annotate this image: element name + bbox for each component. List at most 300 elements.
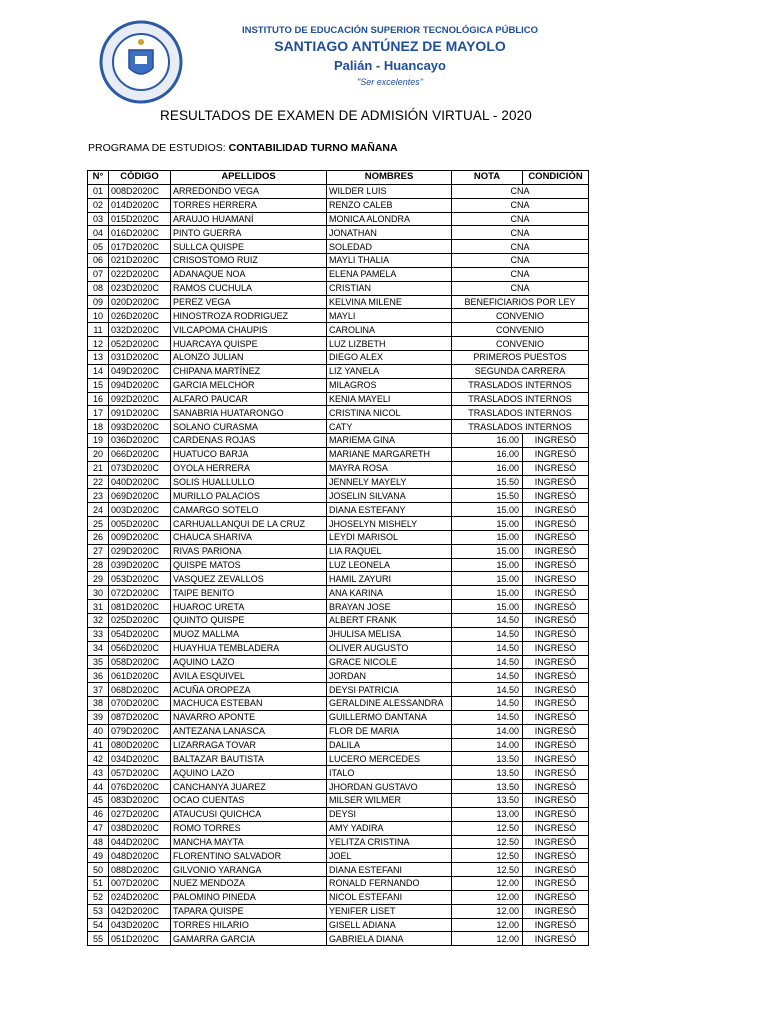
row-number: 10	[88, 309, 109, 323]
row-code: 056D2020C	[109, 641, 171, 655]
row-number: 51	[88, 877, 109, 891]
row-condition: INGRESÓ	[523, 724, 589, 738]
table-row	[88, 406, 589, 420]
row-names: HAMIL ZAYURI	[327, 572, 452, 586]
row-number: 32	[88, 614, 109, 628]
row-names: CRISTIAN	[327, 281, 452, 295]
row-names: RONALD FERNANDO	[327, 877, 452, 891]
row-names: CAROLINA	[327, 323, 452, 337]
row-names: DALILA	[327, 738, 452, 752]
row-code: 072D2020C	[109, 586, 171, 600]
row-number: 54	[88, 918, 109, 932]
table-row	[88, 614, 589, 628]
row-code: 020D2020C	[109, 295, 171, 309]
institute-name: SANTIAGO ANTÚNEZ DE MAYOLO	[274, 38, 506, 54]
table-row	[88, 627, 589, 641]
row-grade: 15.00	[452, 544, 523, 558]
row-grade: 16.00	[452, 461, 523, 475]
row-code: 066D2020C	[109, 447, 171, 461]
row-condition: INGRESÓ	[523, 655, 589, 669]
row-number: 06	[88, 254, 109, 268]
row-code: 005D2020C	[109, 517, 171, 531]
row-surnames: PALOMINO PINEDA	[171, 890, 327, 904]
row-grade: 14.00	[452, 738, 523, 752]
row-names: GUILLERMO DANTANA	[327, 710, 452, 724]
table-row	[88, 835, 589, 849]
row-code: 093D2020C	[109, 420, 171, 434]
row-condition: BENEFICIARIOS POR LEY	[452, 295, 589, 309]
row-condition: INGRESÓ	[523, 793, 589, 807]
row-code: 007D2020C	[109, 877, 171, 891]
row-condition: INGRESÓ	[523, 780, 589, 794]
row-number: 05	[88, 240, 109, 254]
row-number: 29	[88, 572, 109, 586]
row-surnames: NAVARRO APONTE	[171, 710, 327, 724]
row-code: 092D2020C	[109, 392, 171, 406]
row-condition: TRASLADOS INTERNOS	[452, 392, 589, 406]
row-surnames: HUARCAYA QUISPE	[171, 337, 327, 351]
row-grade: 14.50	[452, 669, 523, 683]
col-header-number: N°	[88, 171, 109, 185]
row-grade: 13.50	[452, 793, 523, 807]
row-condition: INGRESÓ	[523, 752, 589, 766]
row-condition: INGRESÓ	[523, 683, 589, 697]
row-names: MILAGROS	[327, 378, 452, 392]
row-code: 026D2020C	[109, 309, 171, 323]
row-surnames: ARREDONDO VEGA	[171, 184, 327, 198]
row-surnames: ALFARO PAUCAR	[171, 392, 327, 406]
program-label: PROGRAMA DE ESTUDIOS:	[88, 142, 226, 154]
row-names: LUZ LIZBETH	[327, 337, 452, 351]
col-header-condition: CONDICIÓN	[523, 171, 589, 185]
table-row	[88, 254, 589, 268]
row-names: WILDER LUIS	[327, 184, 452, 198]
table-row	[88, 323, 589, 337]
row-condition: INGRESÓ	[523, 697, 589, 711]
row-surnames: VILCAPOMA CHAUPIS	[171, 323, 327, 337]
row-surnames: PINTO GUERRA	[171, 226, 327, 240]
col-header-surnames: APELLIDOS	[171, 171, 327, 185]
row-number: 08	[88, 281, 109, 295]
table-row	[88, 655, 589, 669]
row-names: GRACE NICOLE	[327, 655, 452, 669]
row-surnames: ANTEZANA LANASCA	[171, 724, 327, 738]
row-surnames: FLORENTINO SALVADOR	[171, 849, 327, 863]
row-code: 043D2020C	[109, 918, 171, 932]
table-header-row	[88, 171, 589, 185]
row-number: 46	[88, 807, 109, 821]
row-code: 024D2020C	[109, 890, 171, 904]
table-row	[88, 641, 589, 655]
col-header-code: CÓDIGO	[109, 171, 171, 185]
row-code: 021D2020C	[109, 254, 171, 268]
row-number: 52	[88, 890, 109, 904]
row-code: 003D2020C	[109, 503, 171, 517]
row-surnames: ALONZO JULIAN	[171, 350, 327, 364]
table-row	[88, 309, 589, 323]
row-grade: 12.50	[452, 821, 523, 835]
row-number: 09	[88, 295, 109, 309]
row-condition: INGRESÓ	[523, 669, 589, 683]
row-number: 14	[88, 364, 109, 378]
row-condition: CNA	[452, 254, 589, 268]
row-number: 11	[88, 323, 109, 337]
row-code: 027D2020C	[109, 807, 171, 821]
table-row	[88, 710, 589, 724]
row-grade: 12.50	[452, 835, 523, 849]
row-number: 48	[88, 835, 109, 849]
row-grade: 14.50	[452, 627, 523, 641]
row-condition: TRASLADOS INTERNOS	[452, 378, 589, 392]
table-row	[88, 572, 589, 586]
institute-type: INSTITUTO DE EDUCACIÓN SUPERIOR TECNOLÓGICA PÚBLICO	[241, 25, 539, 36]
table-row	[88, 544, 589, 558]
row-condition: CONVENIO	[452, 323, 589, 337]
row-surnames: MANCHA MAYTA	[171, 835, 327, 849]
row-names: DIANA ESTEFANI	[327, 863, 452, 877]
row-condition: INGRESÓ	[523, 641, 589, 655]
row-grade: 15.00	[452, 558, 523, 572]
row-condition: INGRESO	[523, 572, 589, 586]
row-code: 068D2020C	[109, 683, 171, 697]
row-condition: INGRESÓ	[523, 890, 589, 904]
table-row	[88, 350, 589, 364]
table-row	[88, 475, 589, 489]
table-row	[88, 918, 589, 932]
row-number: 19	[88, 434, 109, 448]
table-row	[88, 863, 589, 877]
row-number: 02	[88, 198, 109, 212]
table-row	[88, 226, 589, 240]
row-condition: TRASLADOS INTERNOS	[452, 420, 589, 434]
table-row	[88, 849, 589, 863]
row-grade: 14.50	[452, 710, 523, 724]
row-grade: 12.00	[452, 918, 523, 932]
page-title: RESULTADOS DE EXAMEN DE ADMISIÓN VIRTUAL - 2020	[160, 108, 532, 123]
row-names: DEYSI	[327, 807, 452, 821]
row-names: AMY YADIRA	[327, 821, 452, 835]
row-surnames: LIZARRAGA TOVAR	[171, 738, 327, 752]
row-number: 43	[88, 766, 109, 780]
row-condition: INGRESÓ	[523, 932, 589, 946]
row-names: GERALDINE ALESSANDRA	[327, 697, 452, 711]
row-surnames: RAMOS CUCHULA	[171, 281, 327, 295]
row-surnames: AQUINO LAZO	[171, 655, 327, 669]
row-names: BRAYAN JOSE	[327, 600, 452, 614]
row-condition: CNA	[452, 212, 589, 226]
row-names: ELENA PAMELA	[327, 267, 452, 281]
col-header-grade: NOTA	[452, 171, 523, 185]
row-names: SOLEDAD	[327, 240, 452, 254]
row-names: JORDAN	[327, 669, 452, 683]
row-surnames: RIVAS PARIONA	[171, 544, 327, 558]
row-grade: 16.00	[452, 447, 523, 461]
row-condition: CNA	[452, 198, 589, 212]
row-names: GISELL ADIANA	[327, 918, 452, 932]
row-surnames: QUISPE MATOS	[171, 558, 327, 572]
row-surnames: AQUINO LAZO	[171, 766, 327, 780]
row-grade: 15.00	[452, 503, 523, 517]
table-row	[88, 212, 589, 226]
row-number: 26	[88, 530, 109, 544]
row-code: 094D2020C	[109, 378, 171, 392]
row-surnames: MUOZ MALLMA	[171, 627, 327, 641]
row-names: MARIEMA GINA	[327, 434, 452, 448]
program-value: CONTABILIDAD TURNO MAÑANA	[228, 142, 398, 154]
row-surnames: CHAUCA SHARIVA	[171, 530, 327, 544]
row-surnames: PEREZ VEGA	[171, 295, 327, 309]
row-code: 080D2020C	[109, 738, 171, 752]
row-condition: INGRESÓ	[523, 447, 589, 461]
row-number: 22	[88, 475, 109, 489]
row-names: FLOR DE MARIA	[327, 724, 452, 738]
row-surnames: ROMO TORRES	[171, 821, 327, 835]
row-surnames: OCAO CUENTAS	[171, 793, 327, 807]
row-surnames: ADANAQUE NOA	[171, 267, 327, 281]
row-surnames: TAIPE BENITO	[171, 586, 327, 600]
row-number: 47	[88, 821, 109, 835]
row-grade: 15.00	[452, 586, 523, 600]
table-row	[88, 281, 589, 295]
row-condition: INGRESÓ	[523, 904, 589, 918]
row-condition: CNA	[452, 267, 589, 281]
row-grade: 16.00	[452, 434, 523, 448]
row-code: 048D2020C	[109, 849, 171, 863]
row-number: 39	[88, 710, 109, 724]
row-code: 087D2020C	[109, 710, 171, 724]
table-row	[88, 724, 589, 738]
row-surnames: AVILA ESQUIVEL	[171, 669, 327, 683]
table-row	[88, 530, 589, 544]
row-code: 049D2020C	[109, 364, 171, 378]
table-row	[88, 821, 589, 835]
row-names: JENNELY MAYELY	[327, 475, 452, 489]
row-surnames: QUINTO QUISPE	[171, 614, 327, 628]
row-names: CATY	[327, 420, 452, 434]
row-surnames: MACHUCA ESTEBAN	[171, 697, 327, 711]
row-surnames: ACUÑA OROPEZA	[171, 683, 327, 697]
row-condition: INGRESÓ	[523, 586, 589, 600]
table-row	[88, 489, 589, 503]
row-code: 054D2020C	[109, 627, 171, 641]
row-names: RENZO CALEB	[327, 198, 452, 212]
row-condition: INGRESÓ	[523, 877, 589, 891]
row-code: 034D2020C	[109, 752, 171, 766]
row-code: 025D2020C	[109, 614, 171, 628]
row-surnames: VASQUEZ ZEVALLOS	[171, 572, 327, 586]
row-condition: INGRESÓ	[523, 835, 589, 849]
row-number: 44	[88, 780, 109, 794]
row-names: CRISTINA NICOL	[327, 406, 452, 420]
row-condition: INGRESÓ	[523, 766, 589, 780]
table-row	[88, 267, 589, 281]
row-grade: 13.00	[452, 807, 523, 821]
row-names: MAYLI THALIA	[327, 254, 452, 268]
row-grade: 15.00	[452, 572, 523, 586]
row-number: 03	[88, 212, 109, 226]
table-row	[88, 807, 589, 821]
table-row	[88, 517, 589, 531]
row-condition: SEGUNDA CARRERA	[452, 364, 589, 378]
row-code: 091D2020C	[109, 406, 171, 420]
row-condition: INGRESÓ	[523, 530, 589, 544]
row-code: 088D2020C	[109, 863, 171, 877]
table-row	[88, 184, 589, 198]
row-names: ALBERT FRANK	[327, 614, 452, 628]
row-names: GABRIELA DIANA	[327, 932, 452, 946]
row-number: 21	[88, 461, 109, 475]
row-names: ITALO	[327, 766, 452, 780]
row-condition: INGRESÓ	[523, 544, 589, 558]
table-row	[88, 240, 589, 254]
row-code: 014D2020C	[109, 198, 171, 212]
row-condition: INGRESÓ	[523, 849, 589, 863]
row-surnames: CAMARGO SOTELO	[171, 503, 327, 517]
table-row	[88, 890, 589, 904]
row-number: 27	[88, 544, 109, 558]
row-code: 015D2020C	[109, 212, 171, 226]
row-condition: INGRESÓ	[523, 503, 589, 517]
table-row	[88, 600, 589, 614]
row-code: 031D2020C	[109, 350, 171, 364]
row-surnames: OYOLA HERRERA	[171, 461, 327, 475]
row-names: MARIANE MARGARETH	[327, 447, 452, 461]
row-surnames: GARCIA MELCHOR	[171, 378, 327, 392]
row-code: 083D2020C	[109, 793, 171, 807]
table-row	[88, 683, 589, 697]
row-code: 009D2020C	[109, 530, 171, 544]
row-condition: CONVENIO	[452, 309, 589, 323]
row-number: 07	[88, 267, 109, 281]
row-surnames: GILVONIO YARANGA	[171, 863, 327, 877]
row-number: 04	[88, 226, 109, 240]
table-row	[88, 434, 589, 448]
table-row	[88, 337, 589, 351]
row-grade: 14.50	[452, 683, 523, 697]
row-names: DIANA ESTEFANY	[327, 503, 452, 517]
row-code: 051D2020C	[109, 932, 171, 946]
row-names: KENIA MAYELI	[327, 392, 452, 406]
row-condition: INGRESÓ	[523, 627, 589, 641]
row-code: 070D2020C	[109, 697, 171, 711]
row-code: 042D2020C	[109, 904, 171, 918]
row-grade: 15.00	[452, 530, 523, 544]
row-condition: INGRESÓ	[523, 807, 589, 821]
row-grade: 14.50	[452, 614, 523, 628]
row-number: 37	[88, 683, 109, 697]
row-number: 41	[88, 738, 109, 752]
row-code: 052D2020C	[109, 337, 171, 351]
row-grade: 15.00	[452, 517, 523, 531]
row-number: 50	[88, 863, 109, 877]
row-number: 45	[88, 793, 109, 807]
table-row	[88, 752, 589, 766]
row-condition: INGRESÓ	[523, 863, 589, 877]
table-row	[88, 295, 589, 309]
row-code: 022D2020C	[109, 267, 171, 281]
row-names: LIA RAQUEL	[327, 544, 452, 558]
table-row	[88, 586, 589, 600]
row-names: JOSELIN SILVANA	[327, 489, 452, 503]
row-grade: 14.50	[452, 655, 523, 669]
row-condition: CNA	[452, 184, 589, 198]
row-number: 15	[88, 378, 109, 392]
row-names: LUZ LEONELA	[327, 558, 452, 572]
row-condition: CNA	[452, 281, 589, 295]
row-surnames: CHIPANA MARTÍNEZ	[171, 364, 327, 378]
row-code: 040D2020C	[109, 475, 171, 489]
row-number: 16	[88, 392, 109, 406]
table-row	[88, 766, 589, 780]
row-surnames: SOLIS HUALLULLO	[171, 475, 327, 489]
row-code: 023D2020C	[109, 281, 171, 295]
row-number: 28	[88, 558, 109, 572]
row-names: DIEGO ALEX	[327, 350, 452, 364]
row-code: 016D2020C	[109, 226, 171, 240]
row-code: 081D2020C	[109, 600, 171, 614]
row-grade: 14.00	[452, 724, 523, 738]
row-condition: INGRESÓ	[523, 821, 589, 835]
row-code: 044D2020C	[109, 835, 171, 849]
row-grade: 13.50	[452, 780, 523, 794]
row-number: 18	[88, 420, 109, 434]
row-names: LIZ YANELA	[327, 364, 452, 378]
table-row	[88, 378, 589, 392]
row-surnames: CRISOSTOMO RUIZ	[171, 254, 327, 268]
row-grade: 12.00	[452, 932, 523, 946]
row-names: YENIFER LISET	[327, 904, 452, 918]
row-names: KELVINA MILENE	[327, 295, 452, 309]
institute-logo	[99, 20, 183, 104]
row-number: 31	[88, 600, 109, 614]
row-names: MILSER WILMER	[327, 793, 452, 807]
row-surnames: TAPARA QUISPE	[171, 904, 327, 918]
row-surnames: HINOSTROZA RODRIGUEZ	[171, 309, 327, 323]
row-code: 039D2020C	[109, 558, 171, 572]
row-names: MONICA ALONDRA	[327, 212, 452, 226]
row-condition: INGRESÓ	[523, 475, 589, 489]
row-condition: INGRESÓ	[523, 918, 589, 932]
row-condition: TRASLADOS INTERNOS	[452, 406, 589, 420]
row-grade: 14.50	[452, 697, 523, 711]
row-surnames: CANCHANYA JUAREZ	[171, 780, 327, 794]
row-names: NICOL ESTEFANI	[327, 890, 452, 904]
table-row	[88, 932, 589, 946]
row-number: 49	[88, 849, 109, 863]
row-grade: 12.00	[452, 904, 523, 918]
row-code: 036D2020C	[109, 434, 171, 448]
row-code: 057D2020C	[109, 766, 171, 780]
row-condition: CONVENIO	[452, 337, 589, 351]
row-number: 33	[88, 627, 109, 641]
table-row	[88, 697, 589, 711]
row-grade: 12.00	[452, 877, 523, 891]
row-code: 038D2020C	[109, 821, 171, 835]
row-number: 12	[88, 337, 109, 351]
row-surnames: HUAYHUA TEMBLADERA	[171, 641, 327, 655]
row-number: 24	[88, 503, 109, 517]
table-row	[88, 364, 589, 378]
row-condition: CNA	[452, 226, 589, 240]
row-surnames: SOLANO CURASMA	[171, 420, 327, 434]
row-names: JHOSELYN MISHELY	[327, 517, 452, 531]
row-surnames: TORRES HERRERA	[171, 198, 327, 212]
row-condition: INGRESÓ	[523, 600, 589, 614]
row-names: DEYSI PATRICIA	[327, 683, 452, 697]
row-code: 008D2020C	[109, 184, 171, 198]
table-row	[88, 420, 589, 434]
row-names: ANA KARINA	[327, 586, 452, 600]
